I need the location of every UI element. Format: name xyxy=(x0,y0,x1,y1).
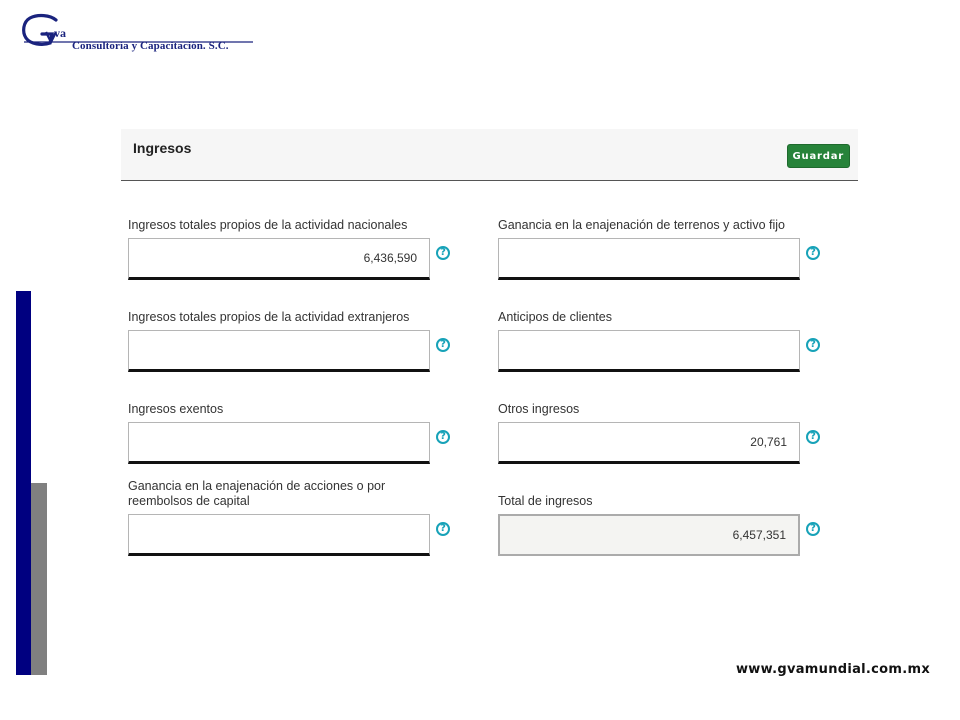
field-label: Ingresos totales propios de la actividad extranjeros xyxy=(128,310,410,324)
question-circle-icon[interactable]: ? xyxy=(806,430,820,444)
field-label: Ganancia en la enajenación de terrenos y activo fijo xyxy=(498,218,785,232)
ingresos-extranjeros-input[interactable] xyxy=(128,330,430,372)
field-ganancia-terrenos xyxy=(498,218,816,280)
footer-website-url: www.gvamundial.com.mx xyxy=(736,662,931,677)
field-anticipos-clientes xyxy=(498,310,816,372)
field-ingresos-extranjeros xyxy=(128,310,446,372)
field-label: Total de ingresos xyxy=(498,494,593,508)
field-label: Ganancia en la enajenación de acciones o por reembolsos de capital xyxy=(128,479,386,508)
company-name: Consultoría y Capacitación. S.C. xyxy=(72,40,229,52)
field-otros-ingresos xyxy=(498,402,816,464)
field-total-ingresos xyxy=(498,494,816,556)
question-circle-icon[interactable]: ? xyxy=(806,338,820,352)
field-label: Anticipos de clientes xyxy=(498,310,612,324)
decorative-gray-bar xyxy=(31,483,47,675)
panel-title: Ingresos xyxy=(133,140,192,156)
anticipos-clientes-input[interactable] xyxy=(498,330,800,372)
panel-header xyxy=(121,129,858,181)
logo-va-text: va xyxy=(54,26,66,40)
question-circle-icon[interactable]: ? xyxy=(806,522,820,536)
field-label: Otros ingresos xyxy=(498,402,580,416)
otros-ingresos-input[interactable]: 20,761 xyxy=(498,422,800,464)
ganancia-terrenos-input[interactable] xyxy=(498,238,800,280)
question-circle-icon[interactable]: ? xyxy=(436,338,450,352)
field-label: Ingresos totales propios de la actividad nacionales xyxy=(128,218,408,232)
ingresos-nacionales-input[interactable]: 6,436,590 xyxy=(128,238,430,280)
question-circle-icon[interactable]: ? xyxy=(436,246,450,260)
field-ganancia-acciones xyxy=(128,479,446,556)
save-button[interactable]: Guardar xyxy=(787,144,850,168)
total-ingresos-value: 6,457,351 xyxy=(498,514,800,556)
field-label: Ingresos exentos xyxy=(128,402,224,416)
company-logo xyxy=(20,12,254,56)
decorative-blue-bar xyxy=(16,291,31,675)
question-circle-icon[interactable]: ? xyxy=(436,522,450,536)
field-ingresos-nacionales xyxy=(128,218,446,280)
ganancia-acciones-input[interactable] xyxy=(128,514,430,556)
ingresos-exentos-input[interactable] xyxy=(128,422,430,464)
question-circle-icon[interactable]: ? xyxy=(436,430,450,444)
field-ingresos-exentos xyxy=(128,402,446,464)
question-circle-icon[interactable]: ? xyxy=(806,246,820,260)
